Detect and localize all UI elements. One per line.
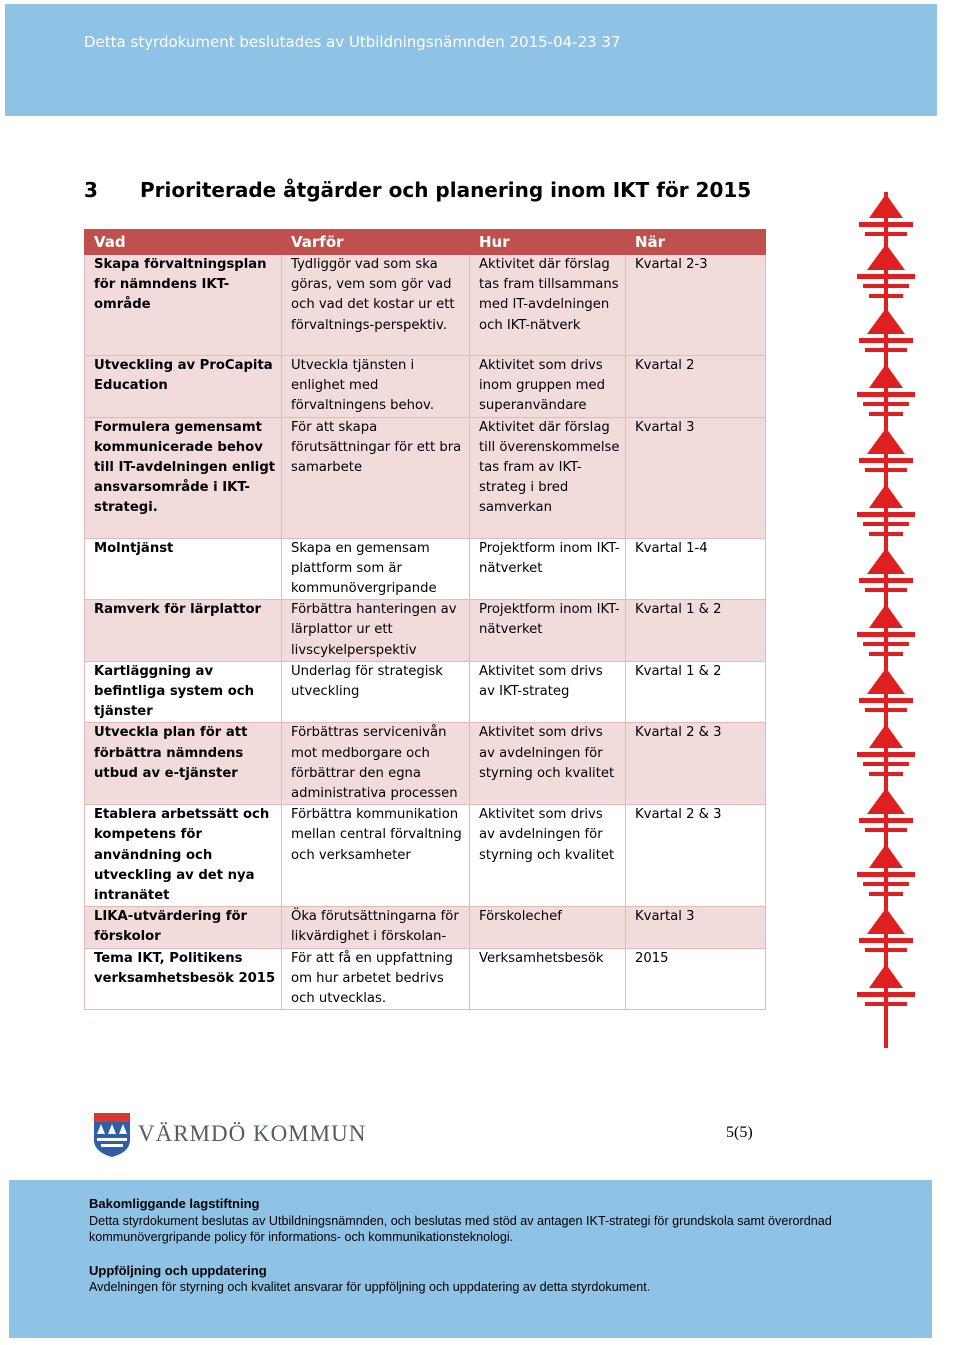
cell-hur: Aktivitet där förslag till överenskommelse tas fram av IKT-strateg i bred samverkan [470,417,626,538]
cell-hur: Aktivitet som drivs av avdelningen för styrning och kvalitet [470,723,626,805]
cell-varfor: Utveckla tjänsten i enlighet med förvaltningens behov. [282,356,470,418]
cell-hur: Aktivitet som drivs av avdelningen för styrning och kvalitet [470,805,626,907]
cell-varfor: För att skapa förutsättningar för ett bra samarbete [282,417,470,538]
footer-content [89,1196,909,1296]
col-header-vad: Vad [85,230,282,255]
section-title-text: Prioriterade åtgärder och planering inom IKT för 2015 [140,178,752,202]
table-row [85,661,766,723]
cell-vad: Etablera arbetssätt och kompetens för användning och utveckling av det nya intranätet [85,805,282,907]
cell-hur: Verksamhetsbesök [470,948,626,1010]
col-header-varfor: Varför [282,230,470,255]
footer-heading-followup: Uppföljning och uppdatering [89,1262,267,1278]
cell-varfor: Skapa en gemensam plattform som är kommunövergripande [282,538,470,600]
plan-table [84,229,766,1010]
footer-text-followup: Avdelningen för styrning och kvalitet ansvarar för uppföljning och uppdatering av detta styrdokument. [89,1280,651,1294]
cell-vad: Ramverk för lärplattor [85,600,282,662]
cell-varfor: Förbättra hanteringen av lärplattor ur ett livscykelperspektiv [282,600,470,662]
table-row [85,600,766,662]
cell-hur: Aktivitet som drivs av IKT-strateg [470,661,626,723]
cell-vad: Molntjänst [85,538,282,600]
page-number: 5(5) [726,1124,753,1141]
table-row [85,907,766,948]
cell-vad: Utveckla plan för att förbättra nämndens utbud av e-tjänster [85,723,282,805]
cell-nar: Kvartal 2-3 [626,255,766,356]
col-header-hur: Hur [470,230,626,255]
cell-hur: Förskolechef [470,907,626,948]
cell-vad: Skapa förvaltningsplan för nämndens IKT-område [85,255,282,356]
cell-vad: Utveckling av ProCapita Education [85,356,282,418]
col-header-nar: När [626,230,766,255]
section-number: 3 [84,178,98,202]
table-row [85,417,766,538]
table-row [85,805,766,907]
footer-heading-legislation: Bakomliggande lagstiftning [89,1196,260,1211]
footer-text-legislation: Detta styrdokument beslutas av Utbildningsnämnden, och beslutas med stöd av antagen IKT-strategi för grundskola samt överordnad kommunövergripande policy för informations- och kommunikationsteknologi. [89,1213,832,1244]
cell-nar: Kvartal 2 [626,356,766,418]
cell-varfor: Tydliggör vad som ska göras, vem som gör vad och vad det kostar ur ett förvaltnings-perspektiv. [282,255,470,356]
cell-varfor: För att få en uppfattning om hur arbetet bedrivs och utvecklas. [282,948,470,1010]
cell-varfor: Förbättra kommunikation mellan central förvaltning och verksamheter [282,805,470,907]
logo-text: VÄRMDÖ KOMMUN [138,1121,367,1146]
table-header-row [85,230,766,255]
cell-vad: Formulera gemensamt kommunicerade behov till IT-avdelningen enligt ansvarsområde i IKT-strategi. [85,417,282,538]
cell-nar: Kvartal 2 & 3 [626,805,766,907]
cell-hur: Projektform inom IKT-nätverket [470,538,626,600]
table-row [85,255,766,356]
table-row [85,356,766,418]
cell-nar: Kvartal 2 & 3 [626,723,766,805]
cell-nar: Kvartal 3 [626,417,766,538]
cell-nar: 2015 [626,948,766,1010]
cell-hur: Aktivitet som drivs inom gruppen med superanvändare [470,356,626,418]
cell-nar: Kvartal 1-4 [626,538,766,600]
cell-varfor: Förbättras servicenivån mot medborgare och förbättrar den egna administrativa processen [282,723,470,805]
cell-vad: LIKA-utvärdering för förskolor [85,907,282,948]
table-row [85,723,766,805]
cell-nar: Kvartal 1 & 2 [626,661,766,723]
header-band [5,4,937,116]
section-title [84,178,751,202]
header-text: Detta styrdokument beslutades av Utbildningsnämnden 2015-04-23 37 [84,33,621,51]
cell-vad: Kartläggning av befintliga system och tjänster [85,661,282,723]
decorative-pattern-icon [855,192,917,1048]
varmdo-kommun-logo-icon [93,1112,131,1158]
cell-nar: Kvartal 1 & 2 [626,600,766,662]
table-row [85,538,766,600]
cell-vad: Tema IKT, Politikens verksamhetsbesök 2015 [85,948,282,1010]
cell-nar: Kvartal 3 [626,907,766,948]
cell-varfor: Underlag för strategisk utveckling [282,661,470,723]
cell-varfor: Öka förutsättningarna för likvärdighet i förskolan- [282,907,470,948]
cell-hur: Projektform inom IKT-nätverket [470,600,626,662]
table-row [85,948,766,1010]
cell-hur: Aktivitet där förslag tas fram tillsammans med IT-avdelningen och IKT-nätverk [470,255,626,356]
